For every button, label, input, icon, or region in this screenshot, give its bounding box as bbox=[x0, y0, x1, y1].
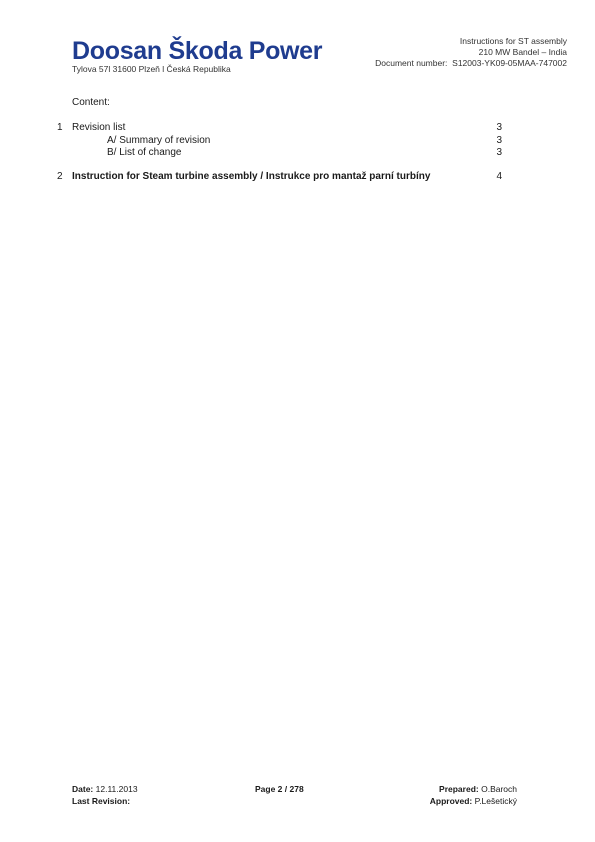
date-label: Date: bbox=[72, 784, 94, 794]
project-name: 210 MW Bandel – India bbox=[478, 47, 567, 57]
document-number: S12003-YK09-05MAA-747002 bbox=[452, 58, 567, 68]
toc-entry-number: 2 bbox=[57, 171, 63, 182]
company-address: Tylova 57l 31600 Plzeň l Česká Republika bbox=[72, 64, 231, 74]
toc-entry-title: Revision list bbox=[72, 122, 126, 133]
toc-entry-page: 4 bbox=[496, 171, 502, 182]
content-heading: Content: bbox=[72, 97, 110, 108]
toc-entry-title: Instruction for Steam turbine assembly / Instrukce pro mantaž parní turbíny bbox=[72, 171, 431, 182]
toc-entry-summary-of-revision[interactable] bbox=[0, 135, 595, 147]
date-value: 12.11.2013 bbox=[95, 784, 138, 794]
document-number-label: Document number: bbox=[375, 58, 448, 68]
toc-entry-steam-turbine-assembly[interactable] bbox=[0, 171, 595, 183]
prepared-by: O.Baroch bbox=[481, 784, 517, 794]
company-logo: Doosan Škoda Power bbox=[72, 37, 323, 65]
toc-entry-page: 3 bbox=[496, 122, 502, 133]
document-title: Instructions for ST assembly bbox=[459, 36, 567, 46]
last-revision-label: Last Revision: bbox=[72, 796, 131, 806]
toc-entry-title: B/ List of change bbox=[107, 147, 182, 158]
toc-entry-title: A/ Summary of revision bbox=[107, 135, 211, 146]
toc-entry-list-of-change[interactable] bbox=[0, 147, 595, 159]
toc-entry-revision-list[interactable] bbox=[0, 122, 595, 134]
footer-dates bbox=[72, 783, 138, 807]
toc-entry-page: 3 bbox=[496, 147, 502, 158]
toc-entry-number: 1 bbox=[57, 122, 63, 133]
approved-label: Approved: bbox=[429, 796, 473, 806]
prepared-label: Prepared: bbox=[439, 784, 479, 794]
approved-by: P.Lešetický bbox=[474, 796, 517, 806]
footer-signoff bbox=[430, 783, 517, 807]
toc-entry-page: 3 bbox=[496, 135, 502, 146]
page-number: Page 2 / 278 bbox=[255, 784, 304, 794]
